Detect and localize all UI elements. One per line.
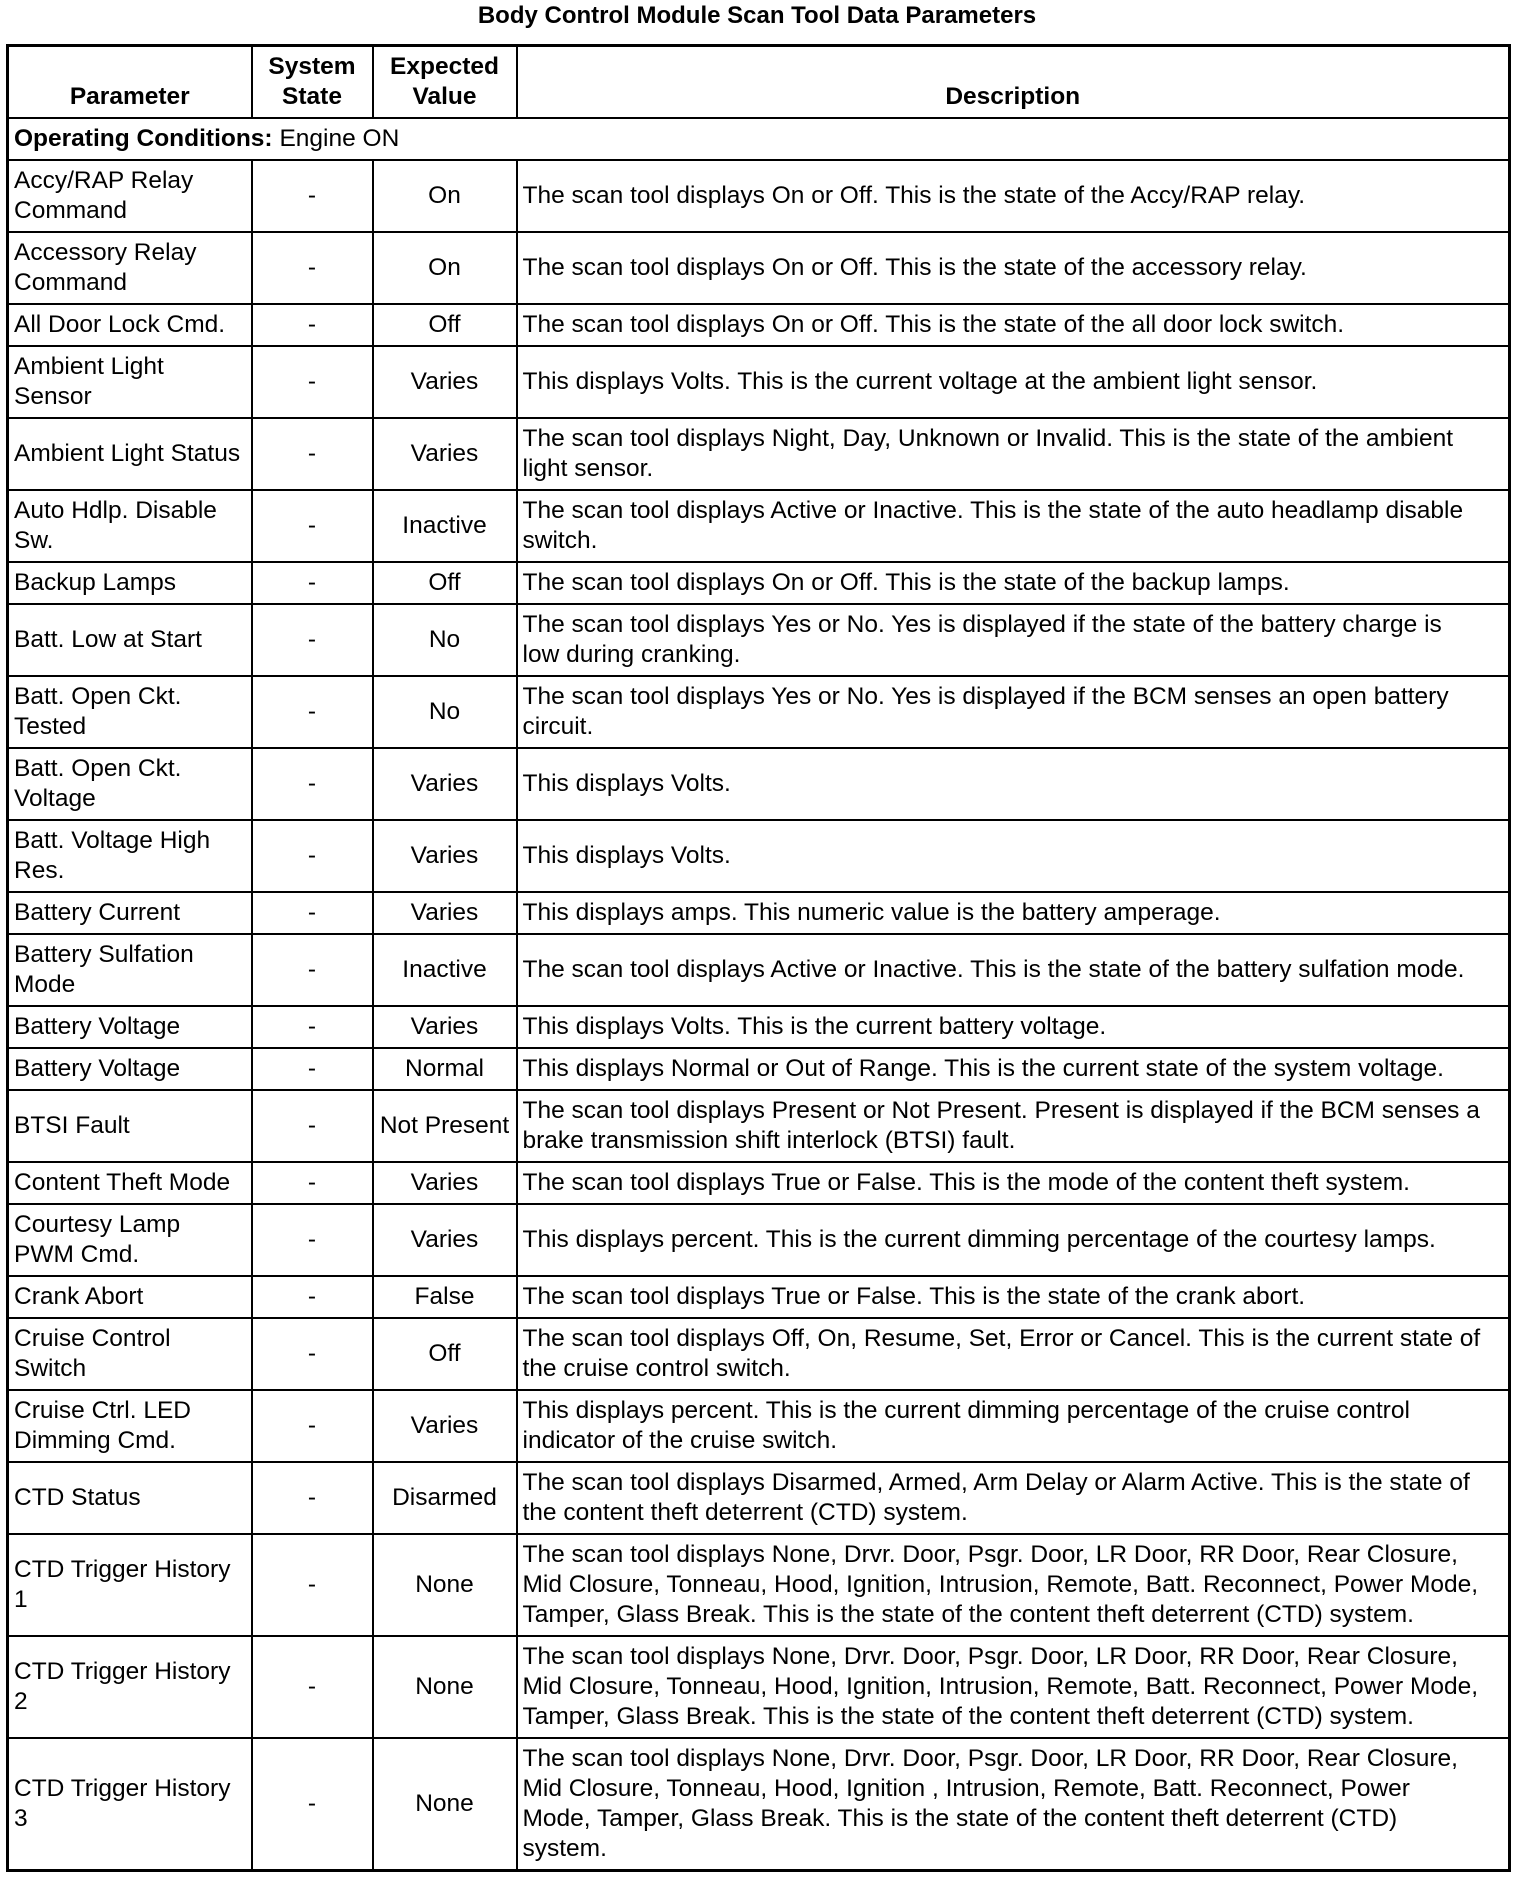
parameter-cell: Crank Abort [8, 1276, 252, 1318]
expected-value-cell: Disarmed [373, 1462, 517, 1534]
description-cell: The scan tool displays Disarmed, Armed, Arm Delay or Alarm Active. This is the state of the content theft deterrent (CTD) system. [517, 1462, 1510, 1534]
description-cell: The scan tool displays Active or Inactive. This is the state of the auto headlamp disable switch. [517, 490, 1510, 562]
expected-value-cell: No [373, 604, 517, 676]
system-state-cell: - [252, 1534, 373, 1636]
table-row [8, 1162, 1510, 1204]
table-row [8, 346, 1510, 418]
system-state-cell: - [252, 820, 373, 892]
parameter-cell: Batt. Voltage High Res. [8, 820, 252, 892]
table-row [8, 1738, 1510, 1871]
expected-value-cell: Off [373, 1318, 517, 1390]
system-state-cell: - [252, 1390, 373, 1462]
system-state-cell: - [252, 1318, 373, 1390]
expected-value-cell: On [373, 160, 517, 232]
expected-value-cell: Varies [373, 346, 517, 418]
table-row [8, 1276, 1510, 1318]
system-state-cell: - [252, 892, 373, 934]
table-row [8, 232, 1510, 304]
description-cell: The scan tool displays True or False. This is the state of the crank abort. [517, 1276, 1510, 1318]
description-cell: This displays percent. This is the current dimming percentage of the courtesy lamps. [517, 1204, 1510, 1276]
description-cell: This displays Volts. [517, 748, 1510, 820]
parameter-cell: Ambient Light Status [8, 418, 252, 490]
description-cell: The scan tool displays Present or Not Present. Present is displayed if the BCM senses a brake transmission shift interlock (BTSI) fault. [517, 1090, 1510, 1162]
table-row [8, 892, 1510, 934]
table-body [8, 118, 1510, 1871]
description-cell: The scan tool displays On or Off. This is the state of the all door lock switch. [517, 304, 1510, 346]
operating-conditions-row [8, 118, 1510, 160]
table-row [8, 1534, 1510, 1636]
header-parameter: Parameter [8, 46, 252, 119]
header-description: Description [517, 46, 1510, 119]
table-row [8, 604, 1510, 676]
expected-value-cell: Varies [373, 1006, 517, 1048]
description-cell: This displays Volts. This is the current voltage at the ambient light sensor. [517, 346, 1510, 418]
table-row [8, 934, 1510, 1006]
table-row [8, 1390, 1510, 1462]
table-row [8, 160, 1510, 232]
table-row [8, 490, 1510, 562]
system-state-cell: - [252, 562, 373, 604]
expected-value-cell: None [373, 1636, 517, 1738]
expected-value-cell: Varies [373, 1162, 517, 1204]
system-state-cell: - [252, 1738, 373, 1871]
header-row [8, 46, 1510, 119]
description-cell: The scan tool displays On or Off. This is the state of the backup lamps. [517, 562, 1510, 604]
table-row [8, 1006, 1510, 1048]
operating-conditions-cell [8, 118, 1510, 160]
system-state-cell: - [252, 1636, 373, 1738]
description-cell: The scan tool displays On or Off. This is the state of the Accy/RAP relay. [517, 160, 1510, 232]
parameter-cell: Auto Hdlp. Disable Sw. [8, 490, 252, 562]
expected-value-cell: False [373, 1276, 517, 1318]
table-row [8, 1048, 1510, 1090]
description-cell: The scan tool displays Active or Inactive. This is the state of the battery sulfation mode. [517, 934, 1510, 1006]
expected-value-cell: Off [373, 562, 517, 604]
parameter-cell: Cruise Control Switch [8, 1318, 252, 1390]
parameter-cell: Battery Voltage [8, 1006, 252, 1048]
expected-value-cell: No [373, 676, 517, 748]
parameter-cell: Battery Current [8, 892, 252, 934]
parameter-cell: Content Theft Mode [8, 1162, 252, 1204]
system-state-cell: - [252, 160, 373, 232]
expected-value-cell: Inactive [373, 490, 517, 562]
parameter-cell: Battery Voltage [8, 1048, 252, 1090]
system-state-cell: - [252, 1006, 373, 1048]
expected-value-cell: Normal [373, 1048, 517, 1090]
description-cell: The scan tool displays Night, Day, Unknown or Invalid. This is the state of the ambient light sensor. [517, 418, 1510, 490]
parameter-cell: Accessory Relay Command [8, 232, 252, 304]
parameter-cell: Backup Lamps [8, 562, 252, 604]
parameter-cell: CTD Trigger History 1 [8, 1534, 252, 1636]
system-state-cell: - [252, 1462, 373, 1534]
parameter-cell: Courtesy Lamp PWM Cmd. [8, 1204, 252, 1276]
description-cell: The scan tool displays On or Off. This is the state of the accessory relay. [517, 232, 1510, 304]
table-row [8, 304, 1510, 346]
table-row [8, 1204, 1510, 1276]
description-cell: The scan tool displays Yes or No. Yes is displayed if the state of the battery charge is low during cranking. [517, 604, 1510, 676]
system-state-cell: - [252, 418, 373, 490]
expected-value-cell: Varies [373, 748, 517, 820]
description-cell: This displays Volts. This is the current battery voltage. [517, 1006, 1510, 1048]
description-cell: The scan tool displays Yes or No. Yes is displayed if the BCM senses an open battery circuit. [517, 676, 1510, 748]
table-row [8, 820, 1510, 892]
system-state-cell: - [252, 1048, 373, 1090]
parameter-cell: Ambient Light Sensor [8, 346, 252, 418]
parameter-cell: Batt. Open Ckt. Tested [8, 676, 252, 748]
parameter-cell: Battery Sulfation Mode [8, 934, 252, 1006]
description-cell: The scan tool displays True or False. This is the mode of the content theft system. [517, 1162, 1510, 1204]
parameter-cell: BTSI Fault [8, 1090, 252, 1162]
system-state-cell: - [252, 1090, 373, 1162]
header-system-state: System State [252, 46, 373, 119]
page-title: Body Control Module Scan Tool Data Parameters [477, 2, 1037, 29]
header-expected-value: Expected Value [373, 46, 517, 119]
expected-value-cell: Not Present [373, 1090, 517, 1162]
description-cell: The scan tool displays Off, On, Resume, Set, Error or Cancel. This is the current state of the cruise control switch. [517, 1318, 1510, 1390]
description-cell: The scan tool displays None, Drvr. Door, Psgr. Door, LR Door, RR Door, Rear Closure, Mid Closure, Tonneau, Hood, Ignition, Intrusion, Remote, Batt. Reconnect, Power Mode, Tamper, Glass Break. This is the state of the content theft deterrent (CTD) system. [517, 1636, 1510, 1738]
system-state-cell: - [252, 748, 373, 820]
operating-conditions-value: Engine ON [279, 125, 400, 152]
description-cell: The scan tool displays None, Drvr. Door, Psgr. Door, LR Door, RR Door, Rear Closure, Mid Closure, Tonneau, Hood, Ignition , Intrusion, Remote, Batt. Reconnect, Power Mode, Tamper, Glass Break. This is the state of the content theft deterrent (CTD) system. [517, 1738, 1510, 1871]
table-row [8, 676, 1510, 748]
system-state-cell: - [252, 346, 373, 418]
system-state-cell: - [252, 232, 373, 304]
parameter-cell: All Door Lock Cmd. [8, 304, 252, 346]
expected-value-cell: Varies [373, 1390, 517, 1462]
table-row [8, 1462, 1510, 1534]
system-state-cell: - [252, 490, 373, 562]
parameter-cell: CTD Trigger History 3 [8, 1738, 252, 1871]
system-state-cell: - [252, 1276, 373, 1318]
expected-value-cell: None [373, 1738, 517, 1871]
operating-conditions-label: Operating Conditions: [14, 125, 273, 152]
parameter-cell: Cruise Ctrl. LED Dimming Cmd. [8, 1390, 252, 1462]
description-cell: This displays percent. This is the current dimming percentage of the cruise control indicator of the cruise switch. [517, 1390, 1510, 1462]
table-header [8, 46, 1510, 119]
expected-value-cell: Inactive [373, 934, 517, 1006]
system-state-cell: - [252, 604, 373, 676]
parameter-cell: CTD Status [8, 1462, 252, 1534]
expected-value-cell: Off [373, 304, 517, 346]
expected-value-cell: On [373, 232, 517, 304]
system-state-cell: - [252, 676, 373, 748]
table-row [8, 418, 1510, 490]
description-cell: This displays Normal or Out of Range. This is the current state of the system voltage. [517, 1048, 1510, 1090]
expected-value-cell: Varies [373, 892, 517, 934]
parameter-cell: Batt. Open Ckt. Voltage [8, 748, 252, 820]
parameter-cell: Accy/RAP Relay Command [8, 160, 252, 232]
parameter-cell: CTD Trigger History 2 [8, 1636, 252, 1738]
parameters-table [6, 44, 1511, 1872]
expected-value-cell: Varies [373, 1204, 517, 1276]
parameter-cell: Batt. Low at Start [8, 604, 252, 676]
description-cell: This displays amps. This numeric value is the battery amperage. [517, 892, 1510, 934]
table-row [8, 748, 1510, 820]
description-cell: The scan tool displays None, Drvr. Door, Psgr. Door, LR Door, RR Door, Rear Closure, Mid Closure, Tonneau, Hood, Ignition, Intrusion, Remote, Batt. Reconnect, Power Mode, Tamper, Glass Break. This is the state of the content theft deterrent (CTD) system. [517, 1534, 1510, 1636]
system-state-cell: - [252, 304, 373, 346]
table-row [8, 1636, 1510, 1738]
expected-value-cell: Varies [373, 820, 517, 892]
expected-value-cell: None [373, 1534, 517, 1636]
system-state-cell: - [252, 934, 373, 1006]
description-cell: This displays Volts. [517, 820, 1510, 892]
table-row [8, 562, 1510, 604]
expected-value-cell: Varies [373, 418, 517, 490]
system-state-cell: - [252, 1204, 373, 1276]
table-row [8, 1318, 1510, 1390]
system-state-cell: - [252, 1162, 373, 1204]
table-row [8, 1090, 1510, 1162]
